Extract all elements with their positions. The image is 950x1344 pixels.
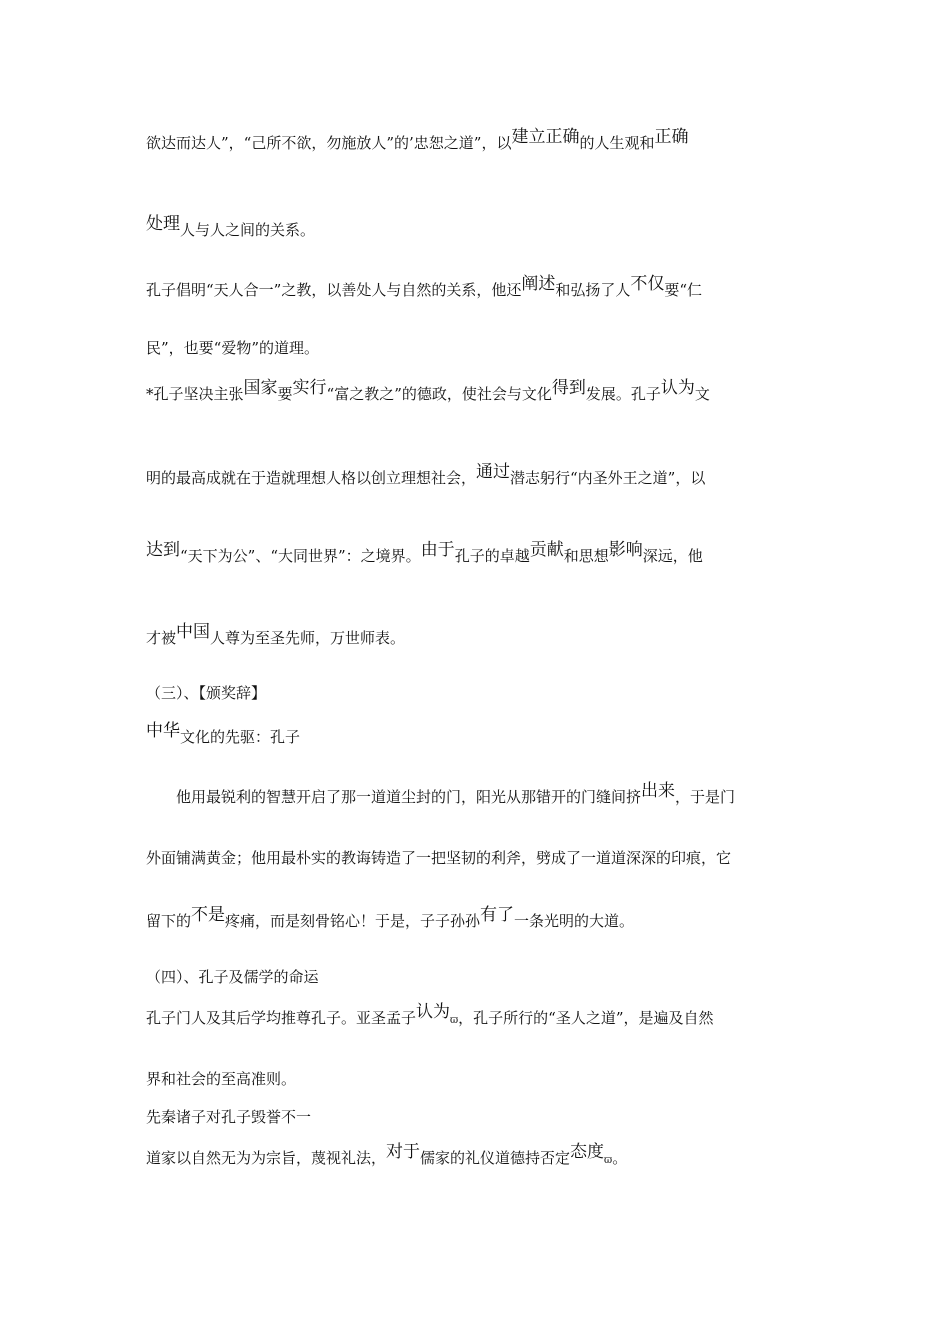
text-run: 文	[694, 385, 710, 403]
text-run: 孔子门人及其后学均推尊孔子。亚圣孟子	[146, 1009, 417, 1027]
text-run: 和弘扬了人	[555, 281, 631, 299]
emphasized-word: 建立正确	[511, 127, 580, 147]
emphasized-word: 认为	[660, 378, 695, 398]
text-run: 文化的先驱：孔子	[180, 728, 301, 746]
text-run: ，于是门	[675, 788, 736, 806]
emphasized-word: 贡献	[529, 540, 564, 560]
text-run: 孔子的卓越	[454, 547, 530, 565]
emphasized-word: 不仅	[630, 274, 665, 294]
text-line	[146, 379, 710, 404]
section-heading	[146, 682, 266, 703]
symbol-glyph: ϖ	[604, 1155, 613, 1166]
emphasized-word: 态度	[570, 1142, 605, 1162]
emphasized-word: 处理	[146, 214, 180, 234]
text-line	[176, 782, 735, 807]
subtitle-line	[146, 722, 300, 747]
text-run: “天下为公”、“大同世界”：之境界。	[180, 547, 421, 565]
text-run: 的人生观和	[579, 134, 655, 152]
emphasized-word: 影响	[608, 540, 643, 560]
text-line	[146, 906, 634, 931]
text-run: *孔子坚决主张	[146, 385, 244, 403]
text-run: 欲达而达人”，“己所不欲，勿施放人”的’忠恕之道”，以	[146, 134, 512, 152]
text-run: 儒家的礼仪道德持否定	[420, 1149, 571, 1167]
text-run: 他用最锐利的智慧开启了那一道道尘封的门，阳光从那错开的门缝间挤	[176, 788, 642, 806]
text-line	[146, 541, 703, 566]
text-run: 人尊为至圣先师，万世师表。	[210, 629, 406, 647]
symbol-glyph: ϖ	[450, 1015, 459, 1026]
emphasized-word: 中华	[146, 721, 180, 741]
text-run: 要“仁	[664, 281, 703, 299]
text-run: 深远，他	[642, 547, 703, 565]
emphasized-word: 正确	[654, 127, 689, 147]
text-run: ，孔子所行的“圣人之道”，是遍及自然	[458, 1009, 714, 1027]
text-run: 要	[277, 385, 293, 403]
text-line	[146, 1143, 627, 1168]
emphasized-word: 通过	[476, 462, 511, 482]
text-run: “富之教之”的德政，使社会与文化	[326, 385, 552, 403]
text-run: 孔子倡明“天人合一”之教，以善处人与自然的关系，他还	[146, 281, 522, 299]
text-line	[146, 275, 702, 300]
emphasized-word: 阐述	[521, 274, 556, 294]
text-run: 明的最高成就在于造就理想人格以创立理想社会，	[146, 469, 477, 487]
text-line	[146, 1003, 714, 1028]
text-line	[146, 1106, 311, 1127]
text-run: 外面铺满黄金；他用最朴实的教诲铸造了一把坚韧的利斧，劈成了一道道深深的印痕，它	[146, 849, 732, 867]
emphasized-word: 由于	[420, 540, 455, 560]
text-run: 人与人之间的关系。	[180, 221, 316, 239]
text-line	[146, 215, 315, 240]
text-run: 疼痛，而是刻骨铭心！于是，子子孙孙	[225, 912, 481, 930]
text-line	[146, 623, 405, 648]
text-run: 界和社会的至高准则。	[146, 1070, 297, 1088]
emphasized-word: 实行	[292, 378, 327, 398]
section-heading	[146, 966, 319, 987]
emphasized-word: 对于	[386, 1142, 421, 1162]
text-run: 民”，也要“爱物”的道理。	[146, 339, 320, 357]
text-run: 道家以自然无为为宗旨，蔑视礼法，	[146, 1149, 387, 1167]
text-run: 留下的	[146, 912, 192, 930]
emphasized-word: 中国	[176, 622, 211, 642]
text-line	[146, 128, 688, 153]
emphasized-word: 有了	[480, 905, 515, 925]
emphasized-word: 国家	[243, 378, 278, 398]
emphasized-word: 认为	[416, 1002, 451, 1022]
emphasized-word: 出来	[641, 781, 676, 801]
text-run: 发展。孔子	[585, 385, 661, 403]
text-run: （三）、【颁奖辞】	[146, 684, 267, 702]
text-line	[146, 1068, 296, 1089]
text-run: 一条光明的大道。	[514, 912, 635, 930]
text-run: 。	[612, 1149, 628, 1167]
text-line	[146, 337, 319, 358]
text-run: 和思想	[563, 547, 609, 565]
text-run: 先秦诸子对孔子毁誉不一	[146, 1108, 312, 1126]
emphasized-word: 得到	[551, 378, 586, 398]
text-run: 才被	[146, 629, 177, 647]
text-run: 潜志躬行“内圣外王之道”，以	[510, 469, 706, 487]
emphasized-word: 不是	[191, 905, 226, 925]
text-line	[146, 463, 705, 488]
text-line	[146, 847, 731, 868]
text-run: （四）、孔子及儒学的命运	[146, 968, 319, 986]
emphasized-word: 达到	[146, 540, 180, 560]
